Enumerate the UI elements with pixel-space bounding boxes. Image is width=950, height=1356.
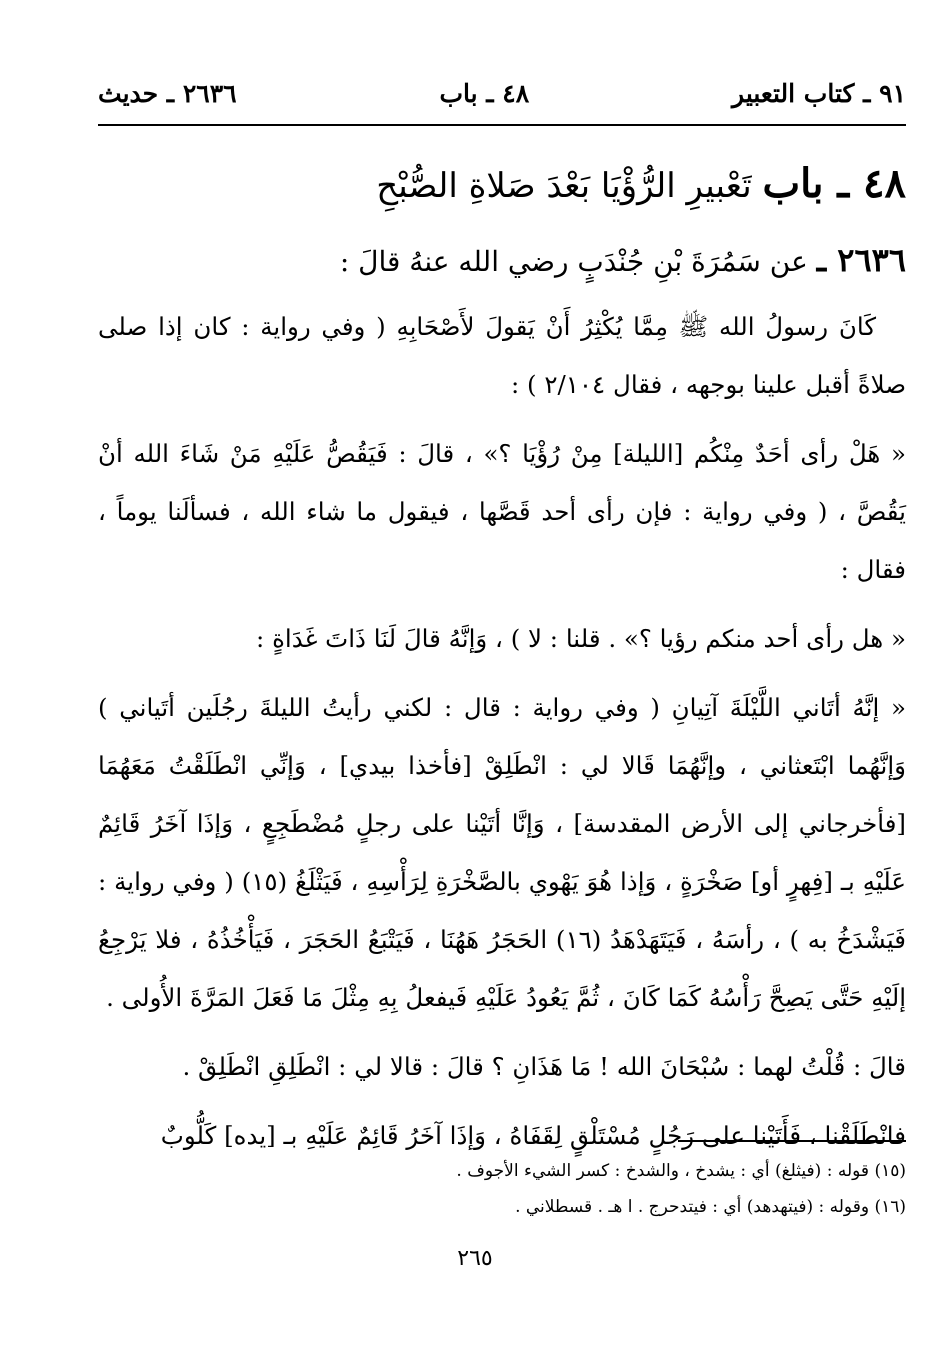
footnote-16: (١٦) وقوله : (فيتهدهد) أي : فيتدحرج . ا هـ . قسطلاني . [515, 1197, 906, 1217]
page-number: ٢٦٥ [457, 1246, 493, 1271]
footnote-15: (١٥) قوله : (فيثلغ) أي : يشدخ ، والشدخ : كسر الشيء الأجوف . [456, 1161, 906, 1181]
header-book-title: ٩١ ـ كتاب التعبير [732, 78, 906, 108]
paragraph: قالَ : قُلْتُ لهما : سُبْحَانَ الله ! مَا هَذَانِ ؟ قالَ : قالا لي : انْطَلِقِ انْطَلِقْ . [182, 1052, 906, 1081]
chapter-heading [98, 152, 906, 218]
header-hadith-number: ٢٦٣٦ ـ حديث [98, 78, 237, 108]
footnotes [98, 1153, 906, 1225]
paragraph: « هل رأى أحد منكم رؤيا ؟» . قلنا : لا ) ، وَإنَّهُ قالَ لَنَا ذَاتَ غَدَاةٍ : [256, 624, 906, 653]
running-header [98, 72, 906, 114]
paragraph: فانْطَلَقْنا ، فَأَتَيْنا على رَجُلٍ مُسْتَلْقٍ لِقَفَاهُ ، وَإذَا آخَرُ قَائِمٌ عَلَيْهِ بـ [يده] كَلُّوبٌ [160, 1121, 906, 1150]
header-chapter: ٤٨ ـ باب [439, 78, 530, 108]
paragraph: « إنَّهُ أتَاني اللَّيْلَةَ آتِيانِ ( وفي رواية : قال : لكني رأيتُ الليلةَ رجُلَين أتَياني ) وَإنَّهُما ابْتَعثاني ، وإنَّهُمَا قَالا لي : انْطَلِقْ [فأخذا بيدي] ، وَإنِّي انْطَلَقْتُ مَعَهُمَا [فأخرجاني إلى الأرض المقدسة] ، وَإنَّا أتَيْنا على رجلٍ مُضْطَجِعٍ ، وَإذَا آخَرُ قَائِمٌ عَلَيْهِ بـ [فِهرٍ أو] صَخْرَةٍ ، وَإذا هُوَ يَهْوي بالصَّخْرَةِ لِرَأْسِهِ ، فَيَثْلَغُ (١٥) ( وفي رواية : فَيَشْدَخُ به ) ، رأسَهُ ، فَيَتَهَدْهَدُ (١٦) الحَجَرُ هَهُنَا ، فَيَتْبَعُ الحَجَرَ ، فَيَأْخُذُهُ ، فلا يَرْجِعُ إلَيْهِ حَتَّى يَصِحَّ رَأْسُهُ كَمَا كَانَ ، ثُمَّ يَعُودُ عَلَيْهِ فَيفعلُ بِهِ مِثْلَ مَا فَعَلَ المَرَّةَ الأُولى . [98, 693, 906, 1012]
hadith-body [98, 298, 906, 1176]
hadith-narrator: عن سَمُرَةَ بْنِ جُنْدَبٍ رضي الله عنهُ قالَ : [339, 245, 808, 278]
hadith-introduction [98, 236, 906, 286]
footnote-divider [678, 1140, 906, 1142]
hadith-number: ٢٦٣٦ ـ [816, 241, 906, 279]
paragraph: كَانَ رسولُ الله ﷺ مِمَّا يُكْثِرُ أَنْ يَقولَ لأَصْحَابِهِ ( وفي رواية : كان إذا صلى صلاةً أقبل علينا بوجهه ، فقال ٢/١٠٤ ) : [98, 312, 906, 399]
paragraph: « هَلْ رأى أحَدٌ مِنْكُم [الليلة] مِنْ رُؤْيَا ؟» ، قالَ : فَيَقُصُّ عَلَيْهِ مَنْ شَاءَ الله أنْ يَقُصَّ ، ( وفي رواية : فإن رأى أحد قَصَّها ، فيقول ما شاء الله ، فسألَنا يوماً ، فقال : [98, 439, 906, 584]
header-divider [98, 124, 906, 126]
chapter-number: ٤٨ ـ باب [762, 160, 906, 207]
chapter-title-text: تَعْبيرِ الرُّؤْيَا بَعْدَ صَلاةِ الصُّبْحِ [376, 166, 752, 206]
